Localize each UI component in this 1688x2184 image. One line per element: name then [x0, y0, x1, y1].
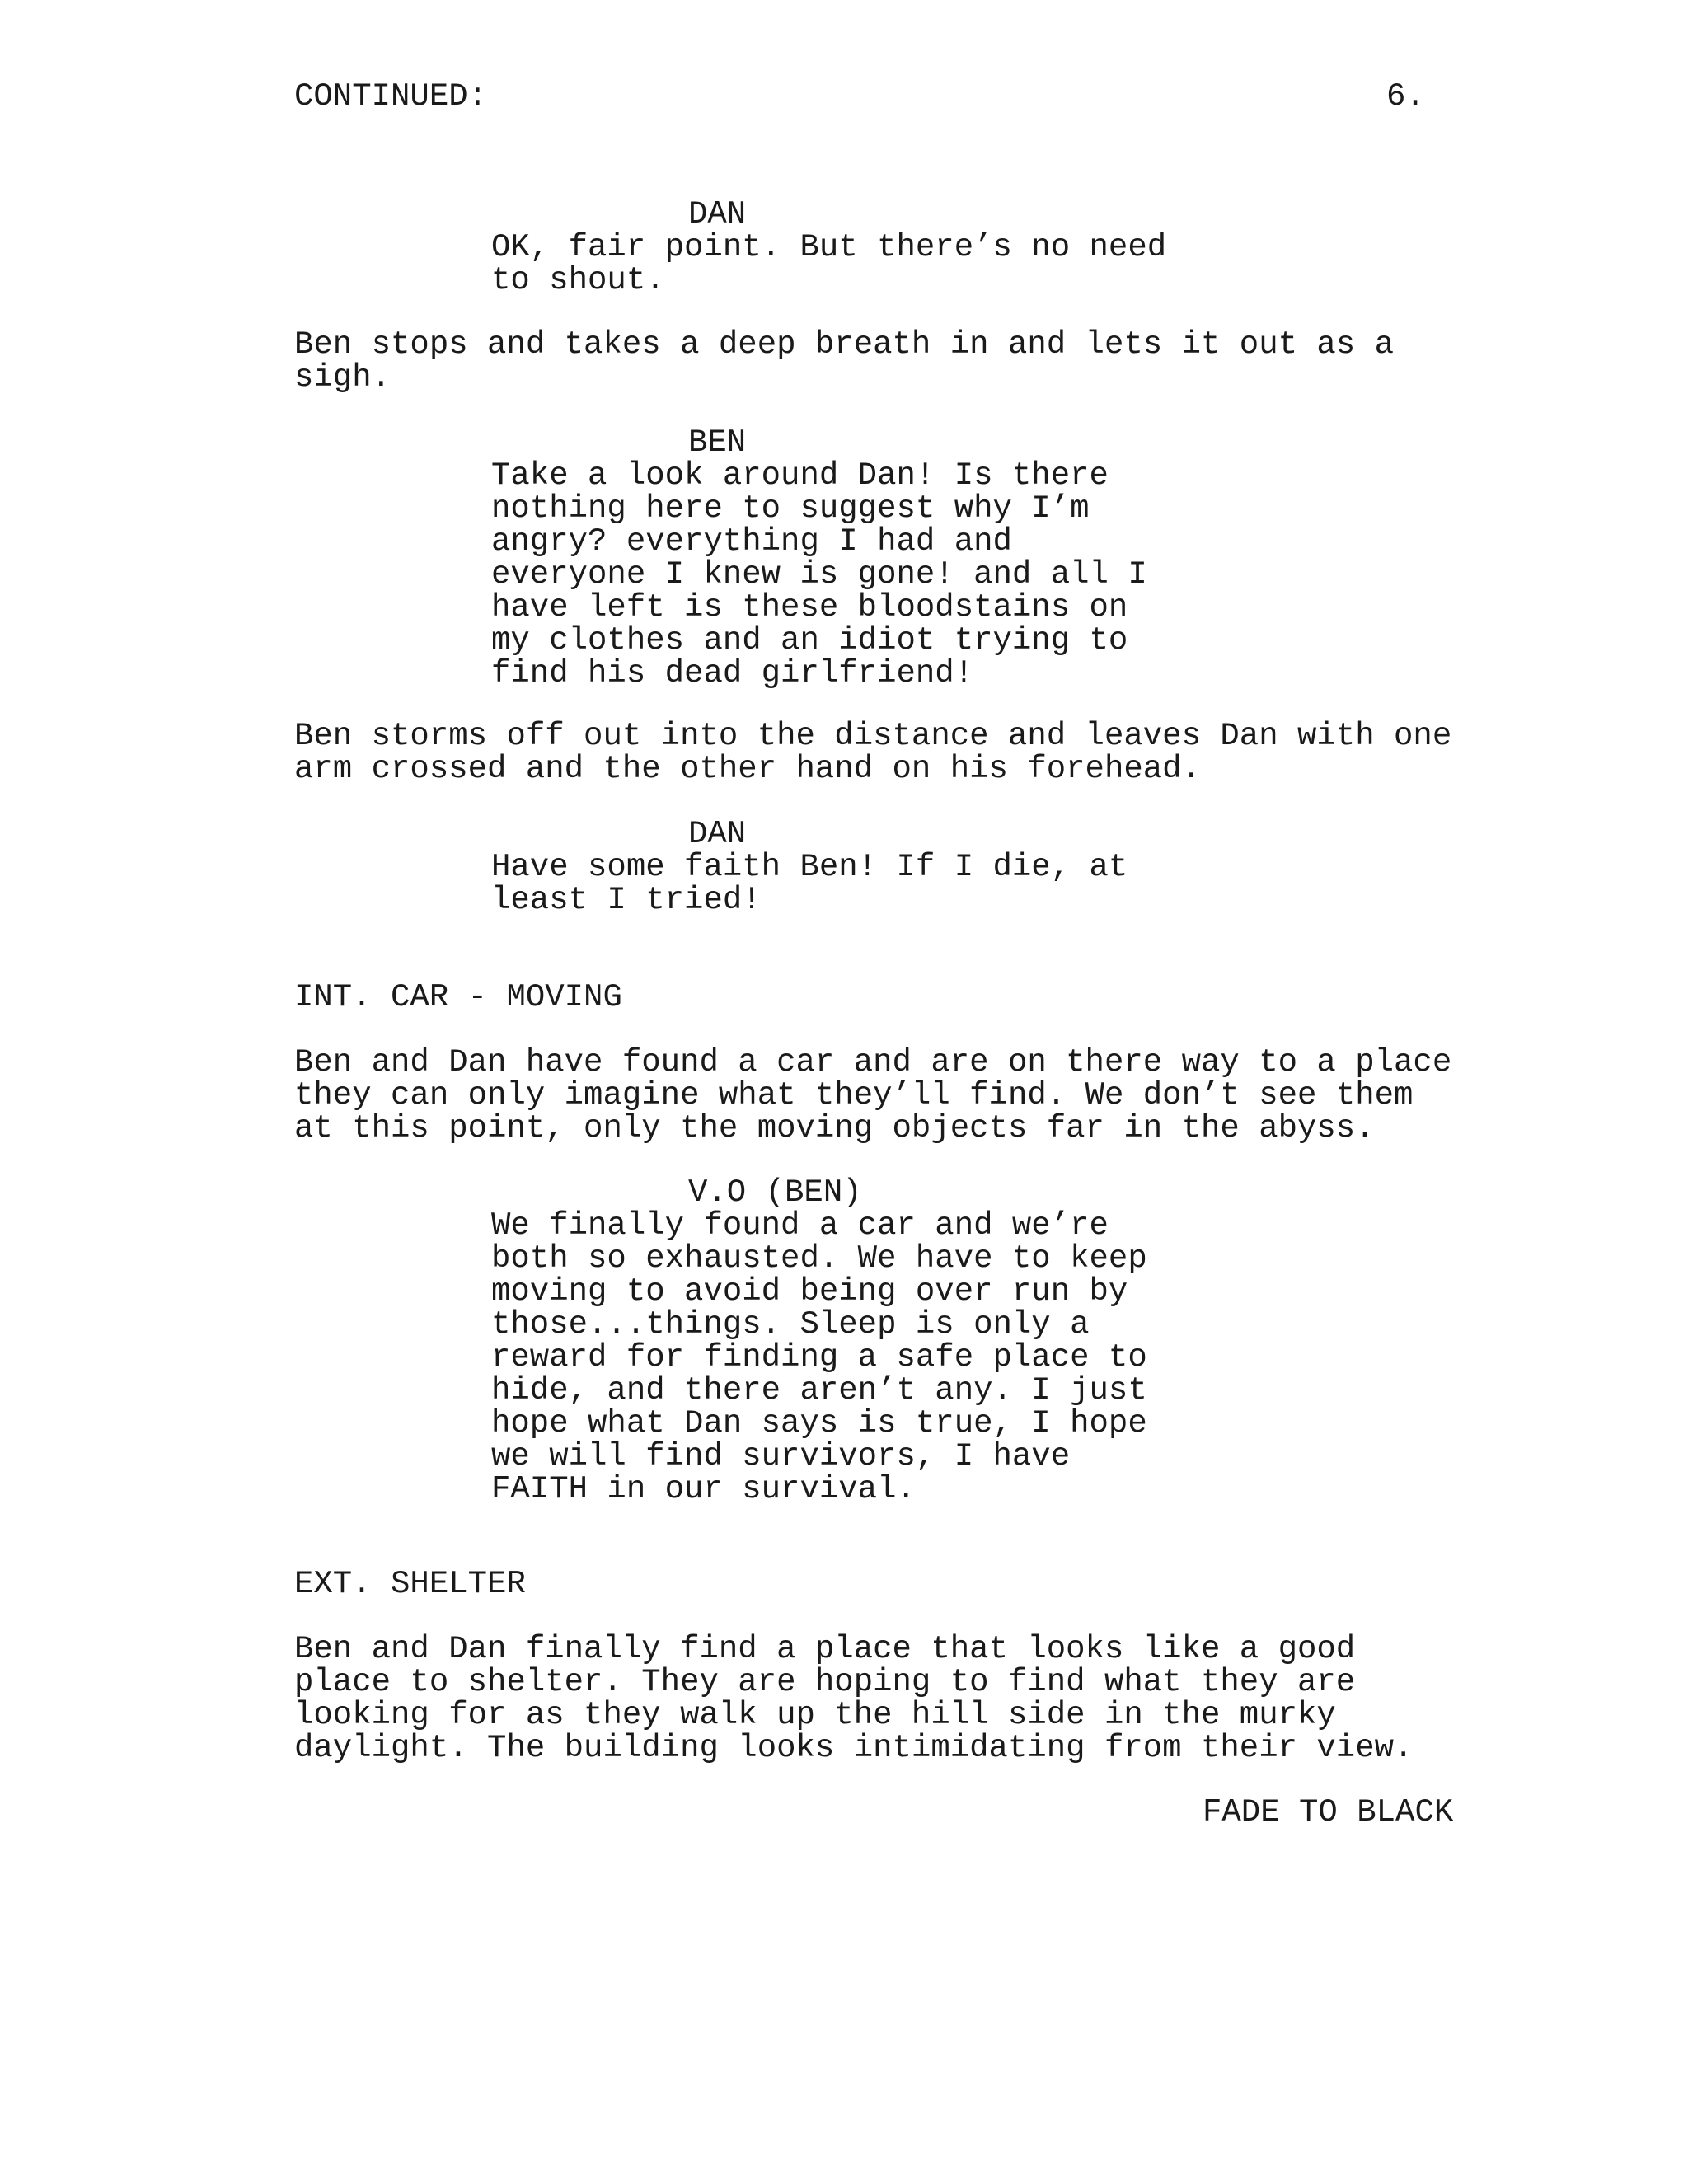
dialogue-line: We finally found a car and we’re: [491, 1207, 1109, 1244]
character-cue-dan: DAN: [688, 196, 747, 232]
continued-header: CONTINUED:: [294, 78, 488, 115]
dialogue-line: angry? everything I had and: [491, 523, 1012, 560]
page-number: 6.: [1386, 78, 1425, 115]
action-line: arm crossed and the other hand on his forehead.: [294, 751, 1201, 787]
transition-fade-to-black: FADE TO BLACK: [1203, 1794, 1454, 1830]
action-3: [294, 1046, 1451, 1145]
action-1: [294, 328, 1394, 394]
scene-heading-int-car: INT. CAR - MOVING: [294, 979, 622, 1015]
action-2: [294, 719, 1451, 785]
action-line: they can only imagine what they’ll find. We don’t see them: [294, 1077, 1414, 1113]
dialogue-line: Take a look around Dan! Is there: [491, 457, 1109, 494]
dialogue-line: both so exhausted. We have to keep: [491, 1240, 1147, 1277]
action-line: at this point, only the moving objects far in the abyss.: [294, 1110, 1375, 1146]
dialogue-line: my clothes and an idiot trying to: [491, 622, 1128, 658]
dialogue-line: least I tried!: [491, 882, 762, 918]
dialogue-line: FAITH in our survival.: [491, 1471, 916, 1507]
dialogue-vo-ben: [491, 1209, 1147, 1506]
action-line: sigh.: [294, 359, 392, 396]
action-line: Ben and Dan have found a car and are on there way to a place: [294, 1044, 1452, 1080]
character-cue-vo-ben: V.O (BEN): [688, 1174, 862, 1211]
action-line: Ben and Dan finally find a place that looks like a good: [294, 1631, 1356, 1667]
dialogue-line: everyone I knew is gone! and all I: [491, 556, 1147, 593]
dialogue-line: OK, fair point. But there’s no need: [491, 229, 1167, 265]
dialogue-dan-2: [491, 851, 1128, 916]
scene-heading-ext-shelter: EXT. SHELTER: [294, 1566, 526, 1602]
dialogue-ben-1: [491, 459, 1147, 690]
dialogue-line: hope what Dan says is true, I hope: [491, 1405, 1147, 1441]
dialogue-line: moving to avoid being over run by: [491, 1273, 1128, 1310]
dialogue-line: those...things. Sleep is only a: [491, 1306, 1090, 1343]
dialogue-line: reward for finding a safe place to: [491, 1339, 1147, 1376]
dialogue-line: have left is these bloodstains on: [491, 589, 1128, 626]
action-line: looking for as they walk up the hill side in the murky: [294, 1697, 1336, 1733]
action-4: [294, 1633, 1413, 1765]
dialogue-line: find his dead girlfriend!: [491, 655, 974, 691]
dialogue-line: to shout.: [491, 262, 665, 298]
dialogue-line: we will find survivors, I have: [491, 1438, 1071, 1474]
action-line: Ben storms off out into the distance and leaves Dan with one: [294, 718, 1452, 754]
character-cue-ben: BEN: [688, 424, 747, 461]
action-line: Ben stops and takes a deep breath in and lets it out as a: [294, 326, 1395, 363]
dialogue-dan-1: [491, 231, 1166, 297]
action-line: place to shelter. They are hoping to find what they are: [294, 1664, 1356, 1700]
action-line: daylight. The building looks intimidating from their view.: [294, 1730, 1414, 1766]
dialogue-line: nothing here to suggest why I’m: [491, 490, 1090, 527]
dialogue-line: hide, and there aren’t any. I just: [491, 1372, 1147, 1408]
character-cue-dan: DAN: [688, 816, 747, 852]
dialogue-line: Have some faith Ben! If I die, at: [491, 849, 1128, 885]
